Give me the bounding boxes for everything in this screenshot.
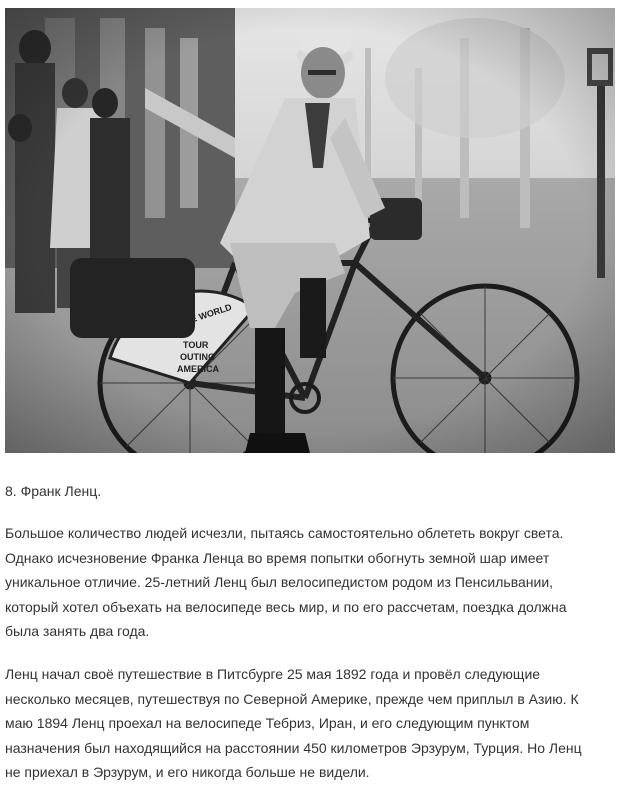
section-heading: 8. Франк Ленц. (5, 483, 102, 499)
paragraph-line: несколько месяцев, путешествуя по Северной Америке, прежде чем приплыл в Азию. К (5, 690, 579, 707)
paragraph-line: Большое количество людей исчезли, пытаясь самостоятельно облететь вокруг света. (5, 525, 564, 541)
paragraph-line: который хотел объехать на велосипеде весь мир, и по его рассчетам, поездка должна (5, 598, 567, 615)
paragraph-line: уникальное отличие. 25-летний Ленц был велосипедистом родом из Пенсильвании, (5, 574, 554, 590)
paragraph-line: Однако исчезновение Франка Ленца во время попытки обогнуть земной шар имеет (5, 549, 550, 566)
paragraph-line: назначения был находящийся на расстоянии 450 километров Эрзурум, Турция. Но Ленц (5, 739, 582, 756)
paragraph-line: была занять два года. (5, 623, 150, 639)
photo-illustration (5, 8, 615, 453)
historical-photo (5, 8, 615, 453)
paragraph-line: маю 1894 Ленц проехал на велосипеде Тебриз, Иран, и его следующим пунктом (5, 715, 530, 731)
paragraph-intro (5, 521, 617, 644)
paragraph-line: Ленц начал своё путешествие в Питсбурге 25 мая 1892 года и провёл следующие (5, 666, 541, 682)
paragraph-journey (5, 662, 617, 785)
paragraph-line: не приехал в Эрзурум, и его никогда больше не видели. (5, 764, 370, 780)
